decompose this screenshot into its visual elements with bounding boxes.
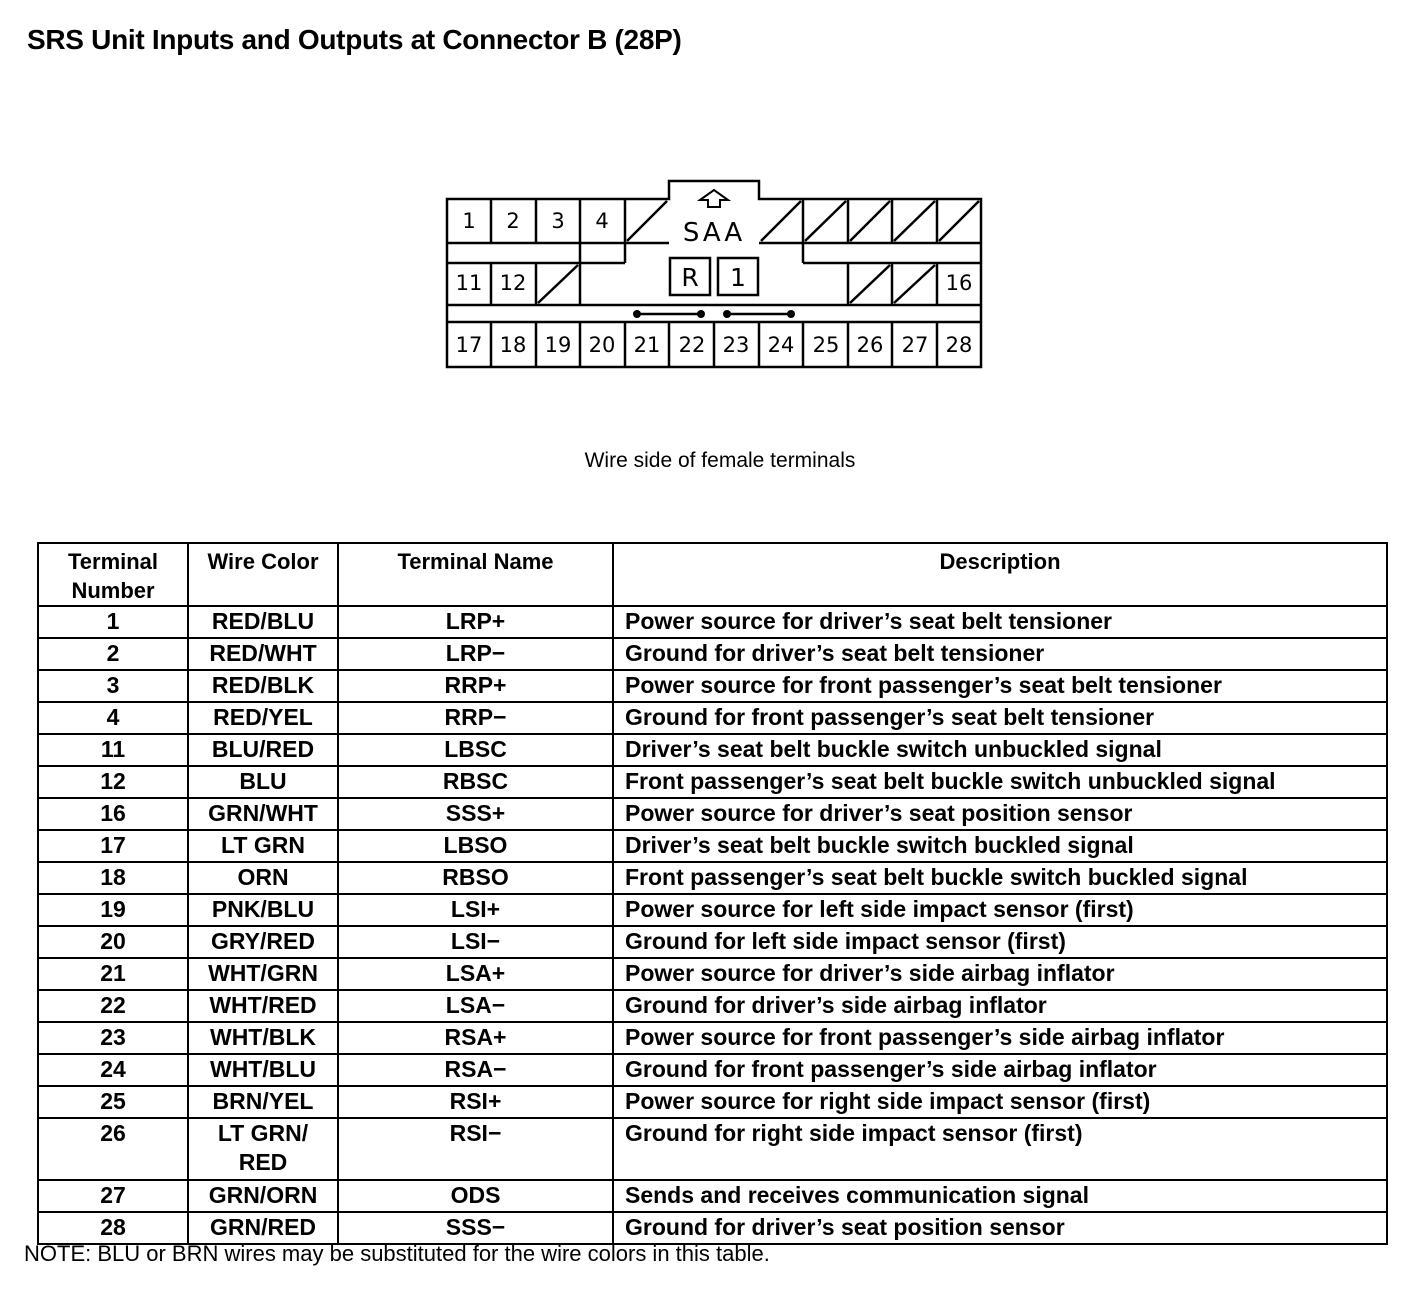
header-terminal-number: Terminal Number xyxy=(38,543,188,606)
terminal-number-cell: 18 xyxy=(38,862,188,894)
terminal-name-cell: RRP+ xyxy=(338,670,613,702)
terminal-name-cell: LSA+ xyxy=(338,958,613,990)
terminal-name-cell: RSA− xyxy=(338,1054,613,1086)
table-row xyxy=(38,926,1387,958)
header-description: Description xyxy=(613,543,1387,606)
table-row xyxy=(38,798,1387,830)
cavity-label: 4 xyxy=(595,209,609,233)
description-cell: Power source for left side impact sensor (first) xyxy=(613,894,1387,926)
description-cell: Power source for driver’s side airbag inflator xyxy=(613,958,1387,990)
wire-color-cell: WHT/GRN xyxy=(188,958,338,990)
table-row xyxy=(38,702,1387,734)
wire-color-cell: WHT/BLU xyxy=(188,1054,338,1086)
terminal-name-cell: LSI+ xyxy=(338,894,613,926)
table-row xyxy=(38,670,1387,702)
cavity-label: 23 xyxy=(722,333,750,357)
table-header-row xyxy=(38,543,1387,606)
terminal-number-cell: 21 xyxy=(38,958,188,990)
blank-cavity xyxy=(805,201,846,241)
cavity-label: 19 xyxy=(544,333,572,357)
table-row xyxy=(38,638,1387,670)
blank-cavity xyxy=(627,201,667,241)
terminal-number-cell: 1 xyxy=(38,606,188,638)
terminal-name-cell: RBSO xyxy=(338,862,613,894)
description-cell: Ground for left side impact sensor (first) xyxy=(613,926,1387,958)
marker-1: 1 xyxy=(730,263,746,292)
cavity-label: 3 xyxy=(551,209,565,233)
cavity-label: 22 xyxy=(678,333,706,357)
terminal-table xyxy=(37,542,1388,1245)
marker-r: R xyxy=(681,263,699,292)
wire-color-cell: BLU/RED xyxy=(188,734,338,766)
table-row xyxy=(38,766,1387,798)
description-cell: Power source for driver’s seat position sensor xyxy=(613,798,1387,830)
description-cell: Power source for driver’s seat belt tensioner xyxy=(613,606,1387,638)
terminal-number-cell: 2 xyxy=(38,638,188,670)
table-row xyxy=(38,1086,1387,1118)
terminal-number-cell: 17 xyxy=(38,830,188,862)
table-row xyxy=(38,990,1387,1022)
wire-color-cell: GRY/RED xyxy=(188,926,338,958)
description-cell: Ground for driver’s seat position sensor xyxy=(613,1212,1387,1244)
description-cell: Sends and receives communication signal xyxy=(613,1180,1387,1212)
cavity-label: 27 xyxy=(901,333,929,357)
terminal-name-cell: LSI− xyxy=(338,926,613,958)
page-title: SRS Unit Inputs and Outputs at Connector B (28P) xyxy=(27,24,682,55)
description-cell: Power source for front passenger’s seat belt tensioner xyxy=(613,670,1387,702)
wire-color-cell: LT GRN xyxy=(188,830,338,862)
description-cell: Front passenger’s seat belt buckle switch buckled signal xyxy=(613,862,1387,894)
cavity-label: 17 xyxy=(455,333,483,357)
terminal-name-cell: RRP− xyxy=(338,702,613,734)
terminal-number-cell: 19 xyxy=(38,894,188,926)
table-row xyxy=(38,1054,1387,1086)
cavity-label: 2 xyxy=(506,209,520,233)
description-cell: Power source for right side impact sensor (first) xyxy=(613,1086,1387,1118)
header-terminal-name: Terminal Name xyxy=(338,543,613,606)
description-cell: Driver’s seat belt buckle switch buckled signal xyxy=(613,830,1387,862)
terminal-number-cell: 16 xyxy=(38,798,188,830)
table-row xyxy=(38,734,1387,766)
cavity-label: 25 xyxy=(812,333,840,357)
cavity-label: 12 xyxy=(499,271,527,295)
terminal-number-cell: 25 xyxy=(38,1086,188,1118)
table-row xyxy=(38,958,1387,990)
table-row xyxy=(38,1118,1387,1180)
description-cell: Ground for front passenger’s side airbag inflator xyxy=(613,1054,1387,1086)
connector-diagram xyxy=(0,0,1408,440)
wire-color-cell: LT GRN/ RED xyxy=(188,1118,338,1180)
wire-color-cell: RED/BLU xyxy=(188,606,338,638)
cavity-label: 24 xyxy=(767,333,795,357)
diagram-caption: Wire side of female terminals xyxy=(584,449,856,472)
wire-color-cell: BRN/YEL xyxy=(188,1086,338,1118)
blank-cavity xyxy=(538,265,578,303)
table-row xyxy=(38,1022,1387,1054)
blank-cavity xyxy=(939,201,979,241)
table-row xyxy=(38,862,1387,894)
table-row xyxy=(38,894,1387,926)
terminal-name-cell: ODS xyxy=(338,1180,613,1212)
terminal-number-cell: 11 xyxy=(38,734,188,766)
terminal-name-cell: LRP− xyxy=(338,638,613,670)
table-row xyxy=(38,1212,1387,1244)
terminal-number-cell: 12 xyxy=(38,766,188,798)
wire-color-cell: ORN xyxy=(188,862,338,894)
terminal-number-cell: 3 xyxy=(38,670,188,702)
table-row xyxy=(38,606,1387,638)
wire-color-cell: RED/BLK xyxy=(188,670,338,702)
connector-label: SAA xyxy=(682,218,746,248)
blank-cavity xyxy=(894,265,935,303)
wire-color-cell: WHT/RED xyxy=(188,990,338,1022)
blank-cavity xyxy=(850,201,890,241)
description-cell: Ground for driver’s seat belt tensioner xyxy=(613,638,1387,670)
wire-color-cell: GRN/ORN xyxy=(188,1180,338,1212)
table-row xyxy=(38,1180,1387,1212)
terminal-name-cell: SSS+ xyxy=(338,798,613,830)
wire-color-cell: GRN/RED xyxy=(188,1212,338,1244)
description-cell: Driver’s seat belt buckle switch unbuckled signal xyxy=(613,734,1387,766)
cavity-label: 11 xyxy=(455,271,483,295)
terminal-number-cell: 28 xyxy=(38,1212,188,1244)
terminal-name-cell: LBSC xyxy=(338,734,613,766)
table-row xyxy=(38,830,1387,862)
wire-color-cell: RED/YEL xyxy=(188,702,338,734)
wire-color-cell: RED/WHT xyxy=(188,638,338,670)
cavity-label: 28 xyxy=(945,333,973,357)
cavity-label: 16 xyxy=(945,271,973,295)
cavity-label: 26 xyxy=(856,333,884,357)
cavity-label: 20 xyxy=(588,333,616,357)
terminal-name-cell: RSI− xyxy=(338,1118,613,1180)
terminal-name-cell: LBSO xyxy=(338,830,613,862)
wire-color-cell: GRN/WHT xyxy=(188,798,338,830)
terminal-name-cell: RBSC xyxy=(338,766,613,798)
description-cell: Ground for front passenger’s seat belt tensioner xyxy=(613,702,1387,734)
terminal-number-cell: 4 xyxy=(38,702,188,734)
header-wire-color: Wire Color xyxy=(188,543,338,606)
cavity-label: 21 xyxy=(633,333,661,357)
blank-cavity xyxy=(761,201,801,241)
description-cell: Front passenger’s seat belt buckle switch unbuckled signal xyxy=(613,766,1387,798)
terminal-number-cell: 20 xyxy=(38,926,188,958)
terminal-number-cell: 26 xyxy=(38,1118,188,1180)
wire-color-cell: BLU xyxy=(188,766,338,798)
cavity-label: 18 xyxy=(499,333,527,357)
wire-color-cell: WHT/BLK xyxy=(188,1022,338,1054)
terminal-name-cell: RSA+ xyxy=(338,1022,613,1054)
wire-color-cell: PNK/BLU xyxy=(188,894,338,926)
terminal-number-cell: 24 xyxy=(38,1054,188,1086)
footnote: NOTE: BLU or BRN wires may be substituted for the wire colors in this table. xyxy=(24,1241,770,1266)
blank-cavity xyxy=(850,265,890,303)
description-cell: Power source for front passenger’s side airbag inflator xyxy=(613,1022,1387,1054)
cavity-label: 1 xyxy=(462,209,476,233)
up-arrow-icon xyxy=(700,190,728,207)
terminal-name-cell: RSI+ xyxy=(338,1086,613,1118)
terminal-number-cell: 23 xyxy=(38,1022,188,1054)
terminal-name-cell: LRP+ xyxy=(338,606,613,638)
terminal-number-cell: 27 xyxy=(38,1180,188,1212)
terminal-number-cell: 22 xyxy=(38,990,188,1022)
description-cell: Ground for driver’s side airbag inflator xyxy=(613,990,1387,1022)
terminal-name-cell: LSA− xyxy=(338,990,613,1022)
blank-cavity xyxy=(894,201,935,241)
terminal-name-cell: SSS− xyxy=(338,1212,613,1244)
description-cell: Ground for right side impact sensor (first) xyxy=(613,1118,1387,1180)
